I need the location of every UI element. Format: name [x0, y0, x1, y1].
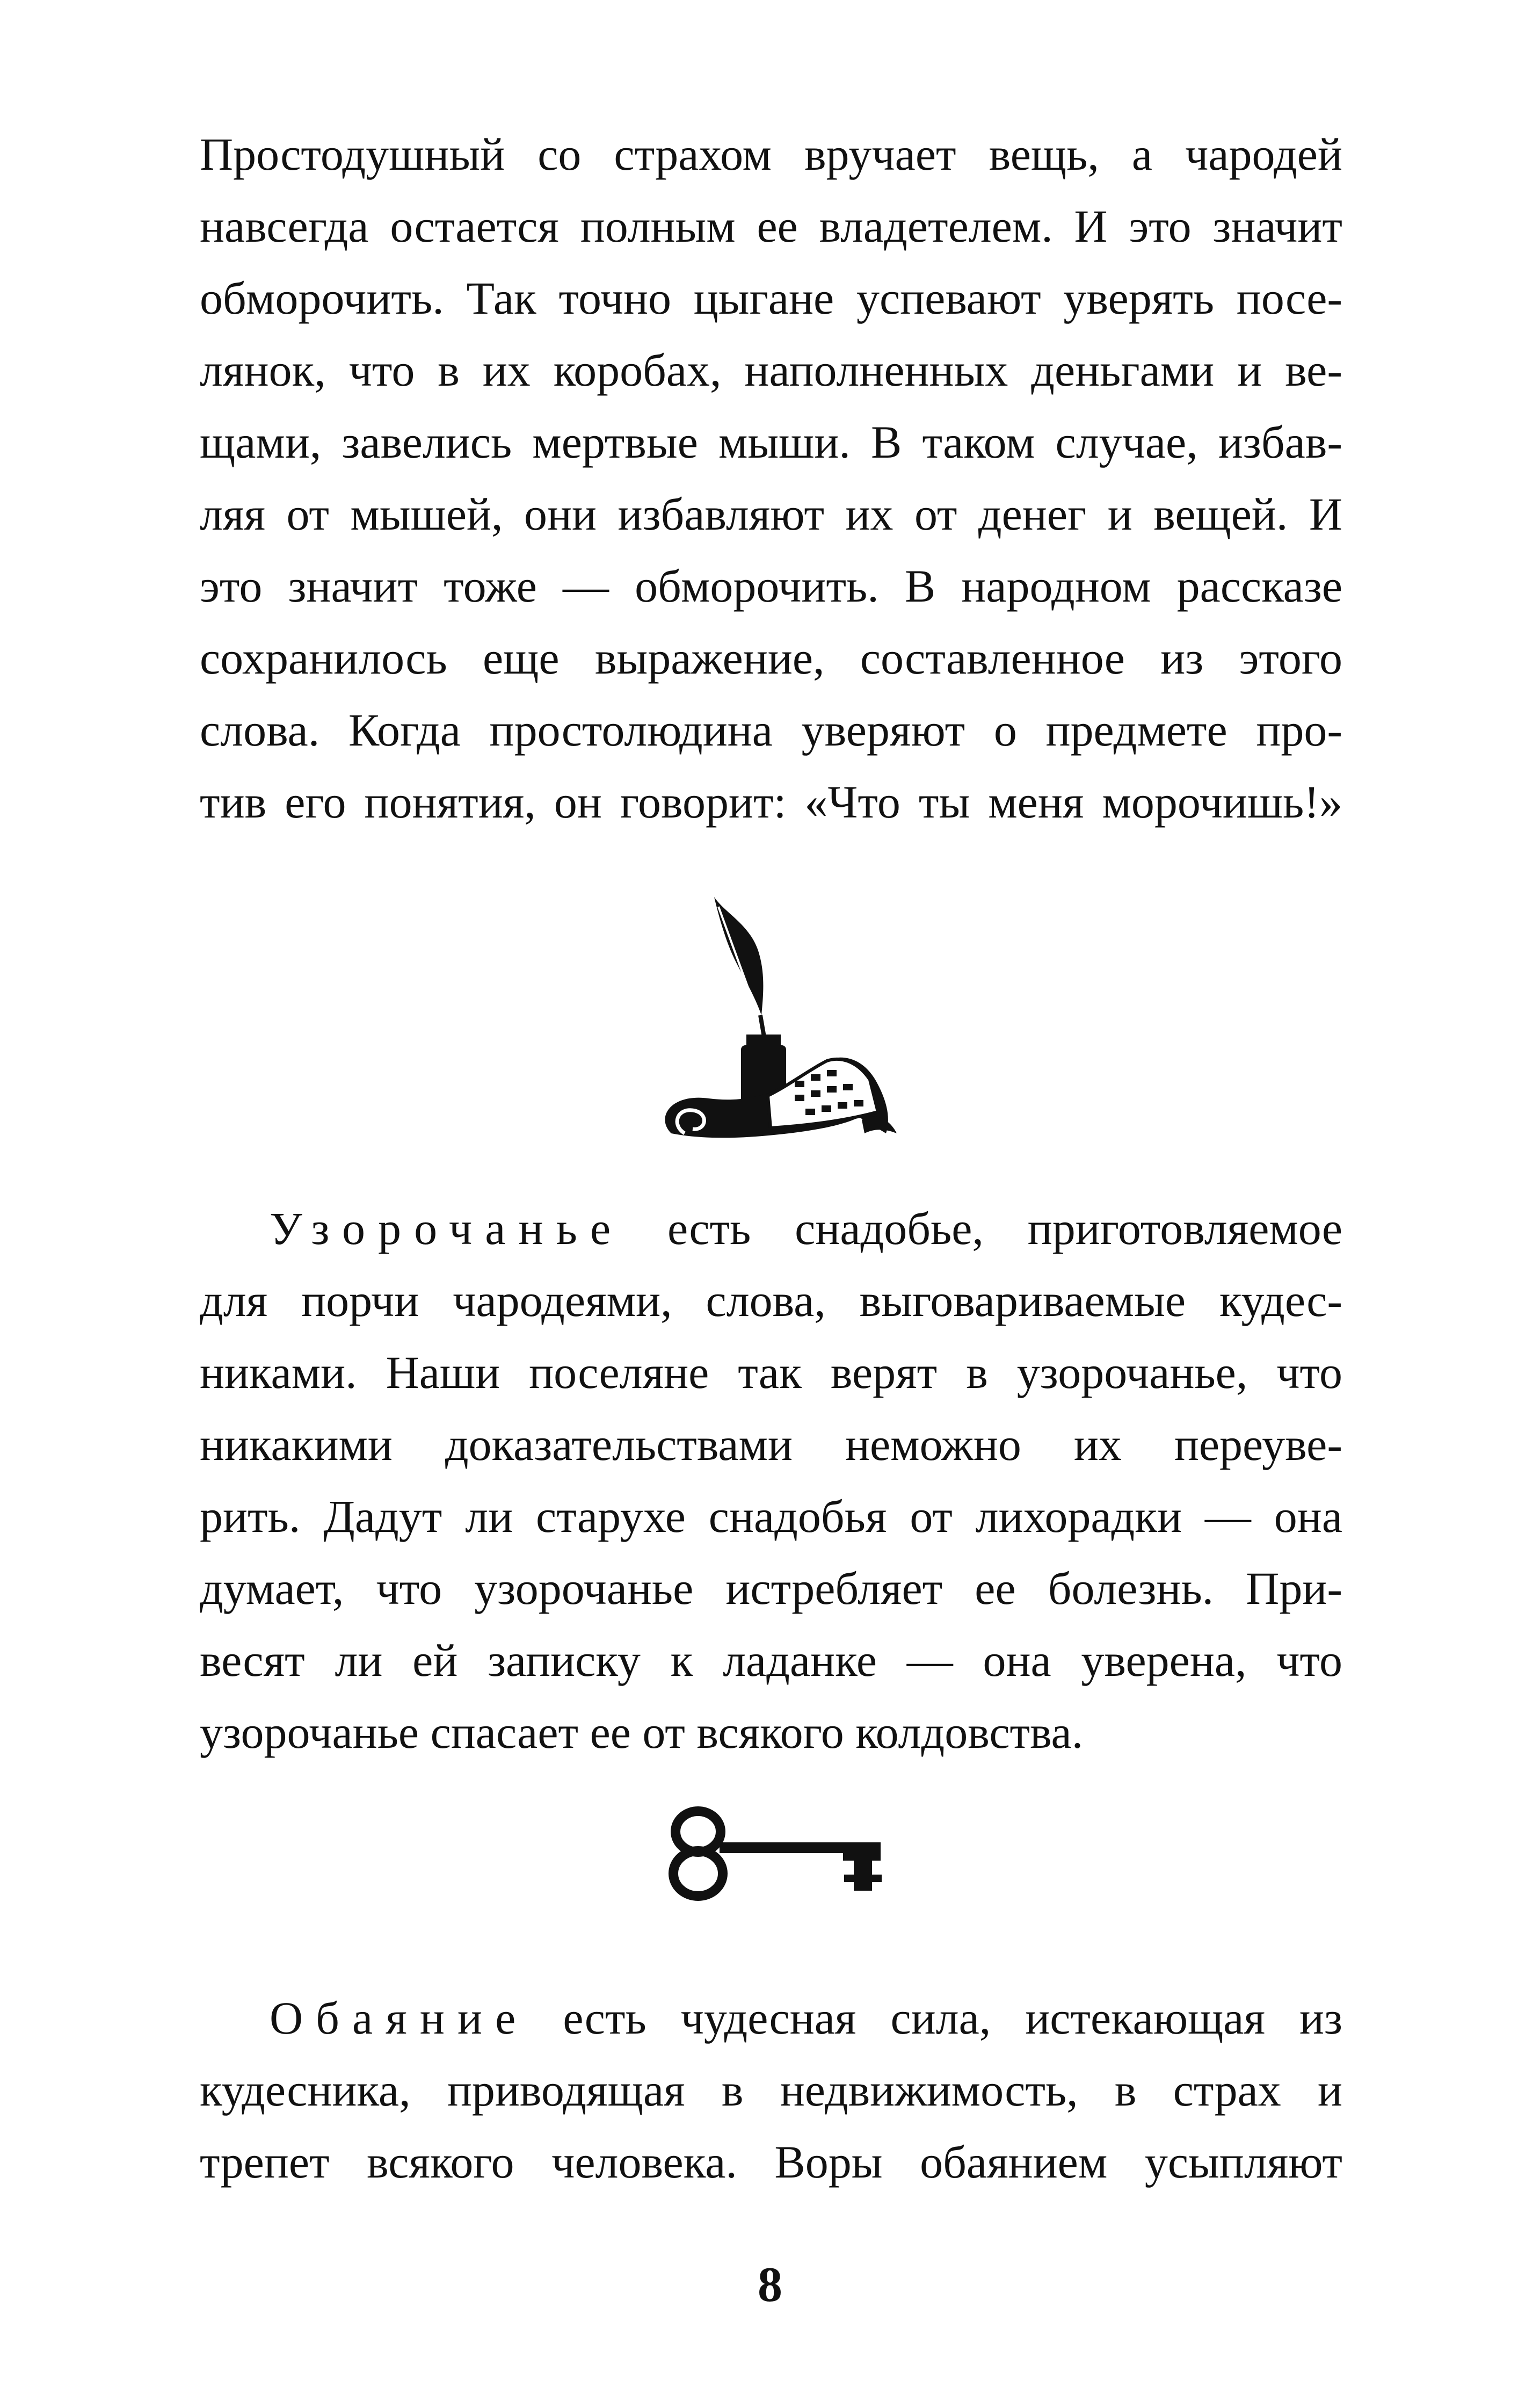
text-line: сохранилось еще выражение, составленное из этого [200, 632, 1342, 684]
text-line-rest: есть чудесная сила, истекающая из [563, 1992, 1343, 2044]
text-line: рить. Дадут ли старухе снадобья от лихорадки — она [200, 1491, 1342, 1542]
paragraph-obmorochit [200, 118, 1342, 838]
page-number: 8 [758, 2257, 782, 2312]
text-line: ляя от мышей, они избавляют их от денег и вещей. И [200, 488, 1342, 540]
paragraph-uzorochanye [200, 1192, 1342, 1768]
text-line: слова. Когда простолюдина уверяют о предмете про- [200, 704, 1342, 756]
text-line [200, 1982, 1342, 2054]
text-line: никами. Наши поселяне так верят в узорочанье, что [200, 1347, 1342, 1398]
text-line: узорочанье спасает ее от всякого колдовства. [200, 1706, 1084, 1758]
text-line: думает, что узорочанье истребляет ее болезнь. При- [200, 1563, 1342, 1614]
text-line: никакими доказательствами неможно их переуве- [200, 1419, 1342, 1470]
text-line: для порчи чародеями, слова, выговариваемые кудес- [200, 1275, 1342, 1326]
quill-inkwell-scroll-icon [634, 881, 913, 1160]
paragraph-obayanie [200, 1982, 1342, 2198]
text-line: щами, завелись мертвые мыши. В таком случае, избав- [200, 416, 1342, 468]
text-line: обморочить. Так точно цыгане успевают уверять посе- [200, 272, 1342, 324]
text-line: тив его понятия, он говорит: «Что ты меня морочишь!» [200, 776, 1342, 828]
term-obayanie: Обаяние [270, 1992, 529, 2044]
text-line: лянок, что в их коробах, наполненных деньгами и ве- [200, 344, 1342, 396]
term-uzorochanye: Узорочанье [270, 1203, 624, 1254]
text-line: кудесника, приводящая в недвижимость, в страх и [200, 2064, 1342, 2116]
text-line: трепет всякого человека. Воры обаянием усыпляют [200, 2136, 1342, 2188]
text-line [200, 1192, 1342, 1264]
key-icon [666, 1805, 891, 1901]
text-line: Простодушный со страхом вручает вещь, а чародей [200, 128, 1342, 180]
text-line-rest: есть снадобье, приготовляемое [667, 1203, 1343, 1254]
text-line: весят ли ей записку к ладанке — она уверена, что [200, 1634, 1342, 1686]
text-line: это значит тоже — обморочить. В народном рассказе [200, 560, 1342, 612]
text-line: навсегда остается полным ее владетелем. И это значит [200, 200, 1342, 252]
